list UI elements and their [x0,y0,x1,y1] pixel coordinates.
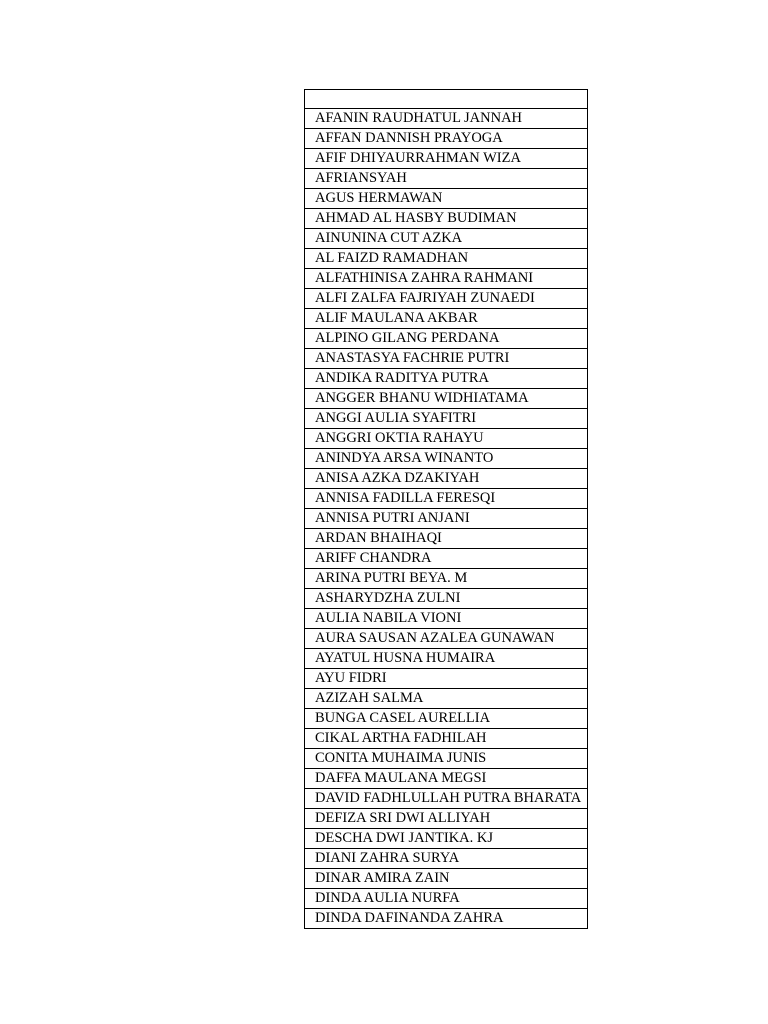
table-row [305,229,588,249]
table-row [305,729,588,749]
table-row [305,489,588,509]
name-cell: ALFATHINISA ZAHRA RAHMANI [305,269,588,289]
name-cell: ARINA PUTRI BEYA. M [305,569,588,589]
table-row [305,349,588,369]
name-cell: AFANIN RAUDHATUL JANNAH [305,109,588,129]
name-cell: AGUS HERMAWAN [305,189,588,209]
table-row [305,429,588,449]
table-row [305,549,588,569]
name-cell: ALFI ZALFA FAJRIYAH ZUNAEDI [305,289,588,309]
table-header-row [305,90,588,109]
name-cell: ANASTASYA FACHRIE PUTRI [305,349,588,369]
name-cell: AULIA NABILA VIONI [305,609,588,629]
table-row [305,569,588,589]
table-row [305,289,588,309]
table-row [305,789,588,809]
name-cell: DAVID FADHLULLAH PUTRA BHARATA [305,789,588,809]
table-row [305,689,588,709]
table-row [305,249,588,269]
name-cell: ALIF MAULANA AKBAR [305,309,588,329]
name-cell: ANINDYA ARSA WINANTO [305,449,588,469]
name-cell: AL FAIZD RAMADHAN [305,249,588,269]
name-cell: ANGGRI OKTIA RAHAYU [305,429,588,449]
name-cell: ANISA AZKA DZAKIYAH [305,469,588,489]
name-cell: BUNGA CASEL AURELLIA [305,709,588,729]
name-cell: CONITA MUHAIMA JUNIS [305,749,588,769]
table-row [305,669,588,689]
name-cell: ANDIKA RADITYA PUTRA [305,369,588,389]
table-row [305,449,588,469]
name-cell: CIKAL ARTHA FADHILAH [305,729,588,749]
table-row [305,149,588,169]
name-cell: AINUNINA CUT AZKA [305,229,588,249]
table-row [305,849,588,869]
name-cell: AZIZAH SALMA [305,689,588,709]
name-cell: DAFFA MAULANA MEGSI [305,769,588,789]
table-row [305,649,588,669]
name-cell: ANGGER BHANU WIDHIATAMA [305,389,588,409]
name-cell: ANGGI AULIA SYAFITRI [305,409,588,429]
name-list-table [304,89,588,929]
table-row [305,889,588,909]
table-row [305,609,588,629]
name-cell: AFFAN DANNISH PRAYOGA [305,129,588,149]
name-cell: AURA SAUSAN AZALEA GUNAWAN [305,629,588,649]
table-row [305,809,588,829]
table-row [305,129,588,149]
table-row [305,329,588,349]
name-cell: ARIFF CHANDRA [305,549,588,569]
table-row [305,869,588,889]
name-cell: AFRIANSYAH [305,169,588,189]
table-row [305,309,588,329]
name-cell: ARDAN BHAIHAQI [305,529,588,549]
name-cell: ASHARYDZHA ZULNI [305,589,588,609]
table-row [305,369,588,389]
table-row [305,909,588,929]
name-list-body [305,90,588,929]
table-row [305,589,588,609]
name-cell: AYATUL HUSNA HUMAIRA [305,649,588,669]
table-row [305,169,588,189]
name-cell: DESCHA DWI JANTIKA. KJ [305,829,588,849]
table-row [305,709,588,729]
table-row [305,269,588,289]
table-row [305,529,588,549]
name-cell: DINDA AULIA NURFA [305,889,588,909]
table-row [305,749,588,769]
table-row [305,769,588,789]
table-row [305,509,588,529]
table-row [305,189,588,209]
name-cell: ANNISA FADILLA FERESQI [305,489,588,509]
name-cell: DINDA DAFINANDA ZAHRA [305,909,588,929]
name-cell: ANNISA PUTRI ANJANI [305,509,588,529]
table-row [305,389,588,409]
table-row [305,469,588,489]
name-cell: AYU FIDRI [305,669,588,689]
table-row [305,629,588,649]
name-cell: DINAR AMIRA ZAIN [305,869,588,889]
table-row [305,409,588,429]
header-cell [305,90,588,109]
name-cell: AHMAD AL HASBY BUDIMAN [305,209,588,229]
table-row [305,209,588,229]
name-cell: AFIF DHIYAURRAHMAN WIZA [305,149,588,169]
name-cell: DEFIZA SRI DWI ALLIYAH [305,809,588,829]
table-row [305,829,588,849]
name-cell: ALPINO GILANG PERDANA [305,329,588,349]
table-row [305,109,588,129]
name-cell: DIANI ZAHRA SURYA [305,849,588,869]
